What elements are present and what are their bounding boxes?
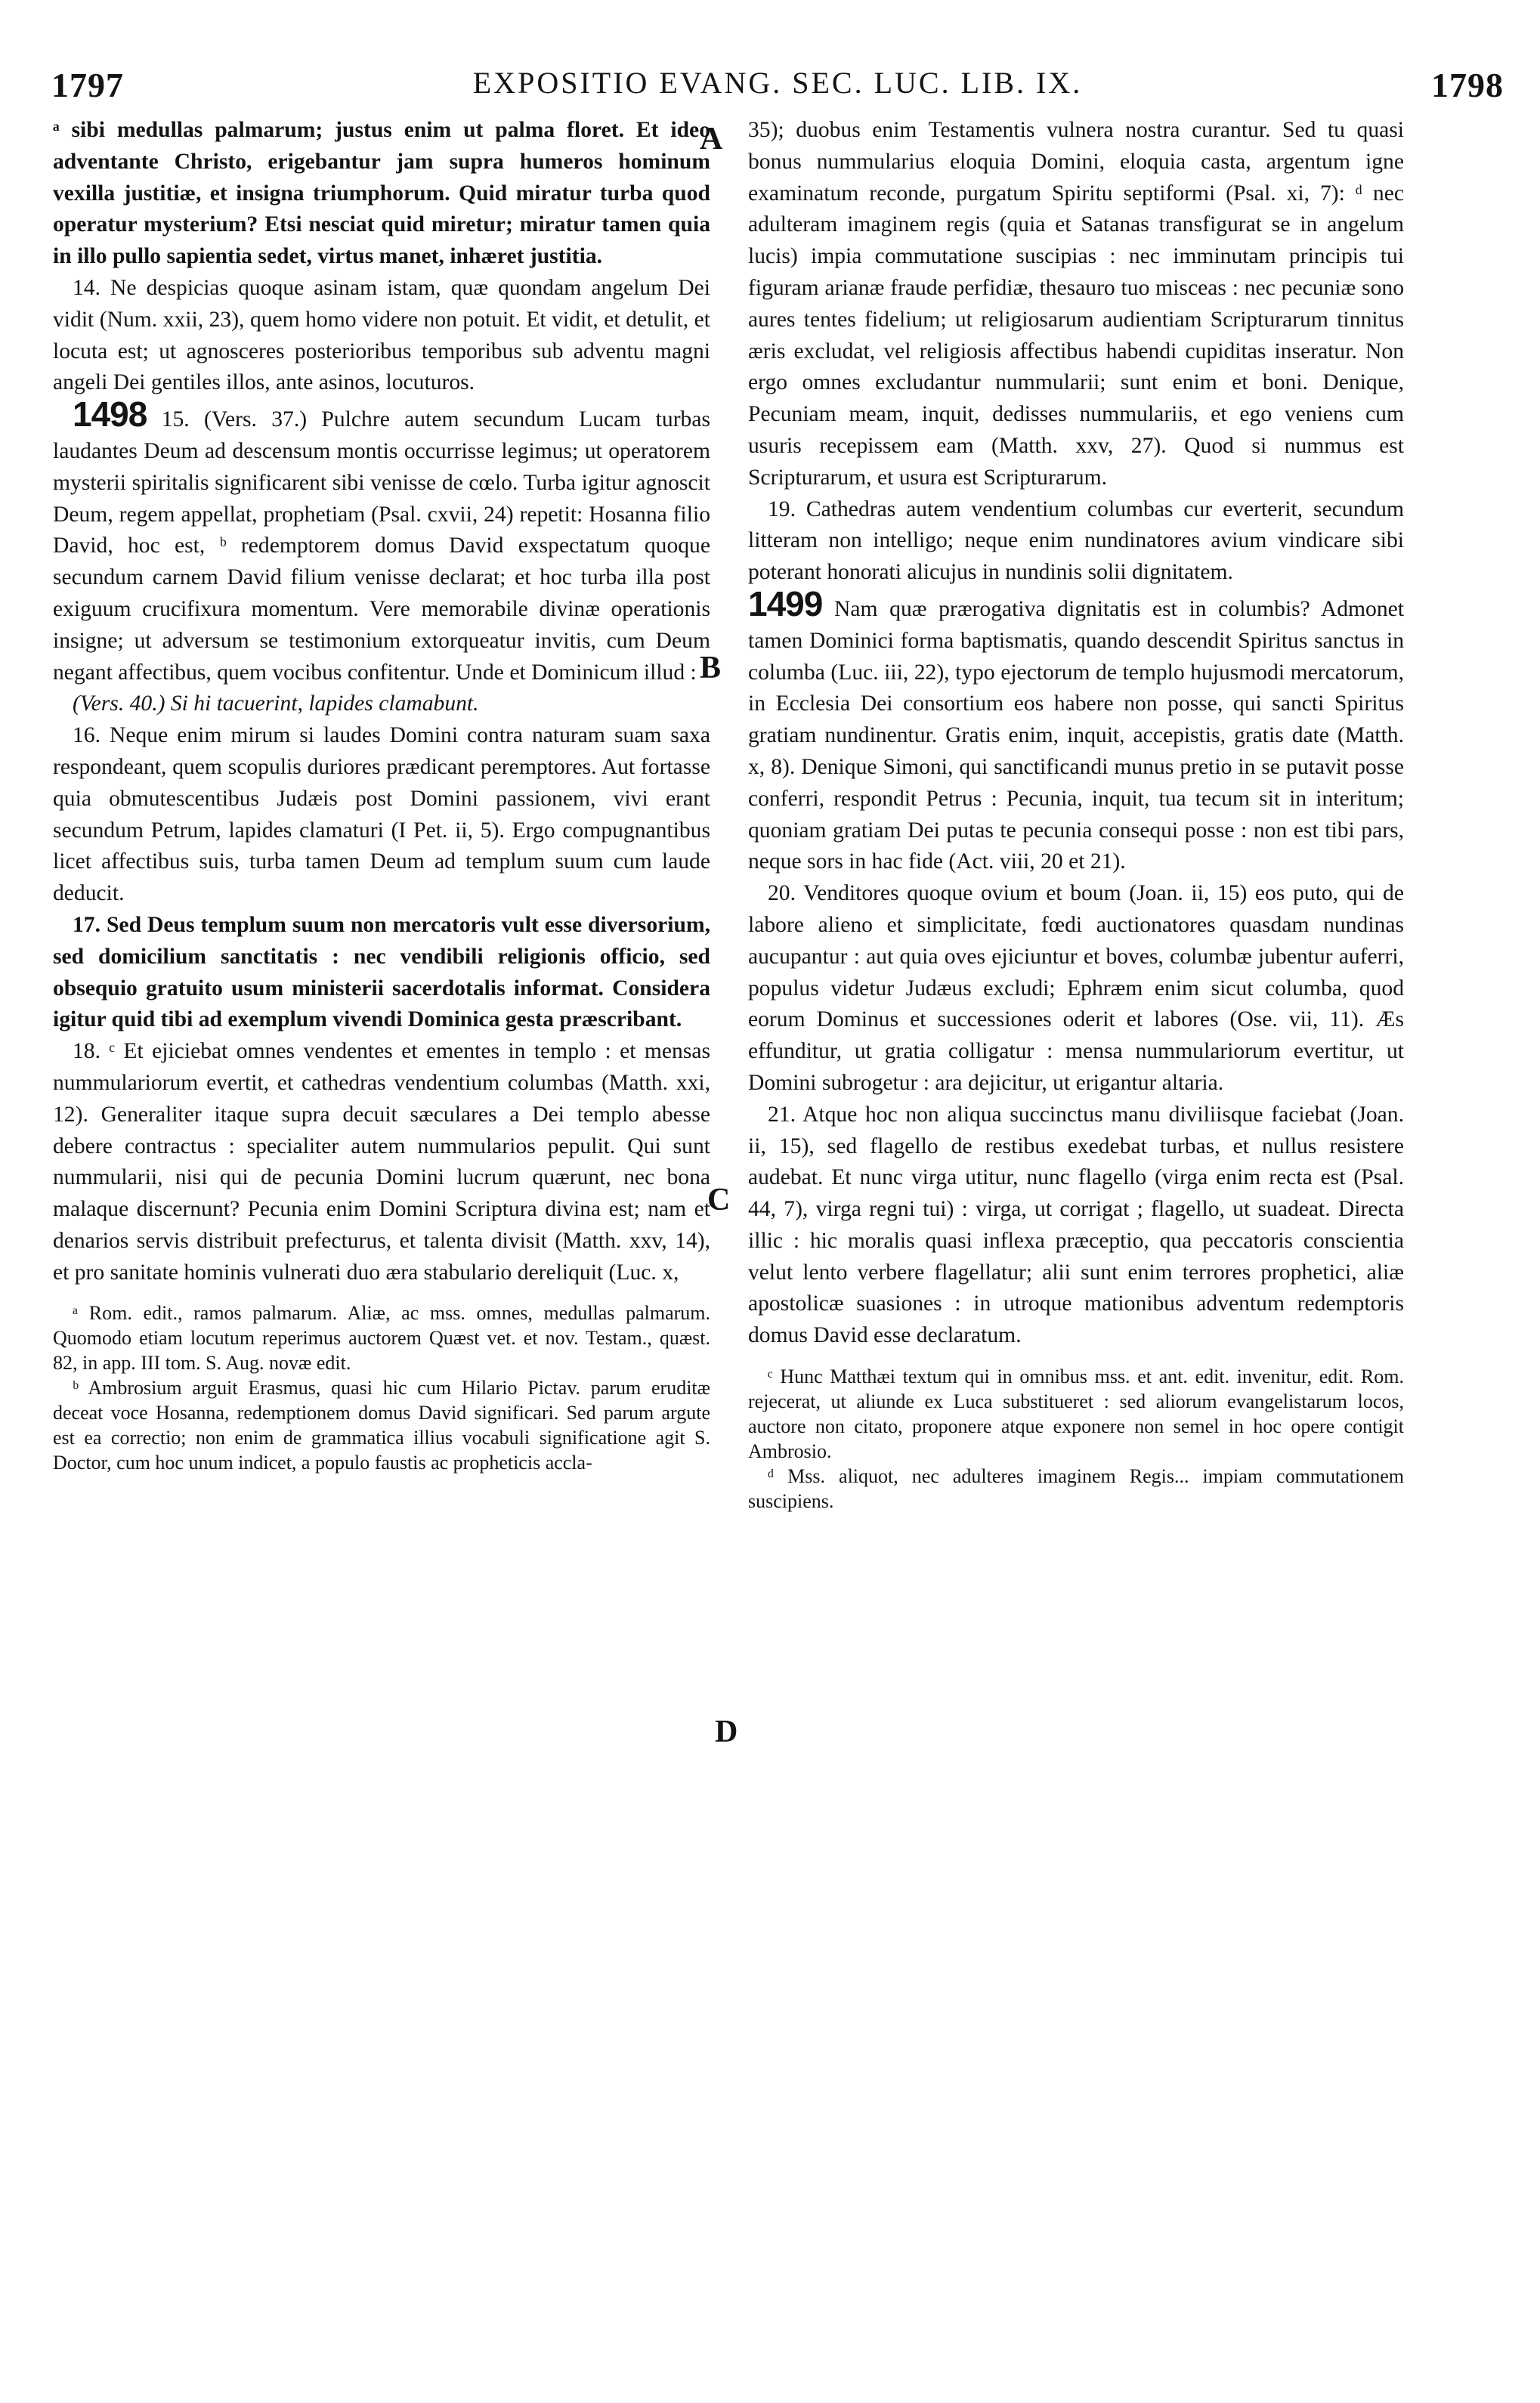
edition-column-number: 1499	[748, 583, 823, 623]
running-head	[51, 65, 1504, 110]
paragraph-19: 19. Cathedras autem vendentium columbas cur everterit, secundum litteram non intelligo; neque enim nundinatores avium vindicare sibi poterant honorati alicujus in nundinis solii dignitatem.	[748, 496, 1404, 585]
page-number-right: 1798	[1431, 66, 1504, 104]
paragraph-19-continued: Nam quæ prærogativa dignitatis est in columbis? Admonet tamen Dominici forma baptismatis, quando descendit Spiritus sanctus in columba (Luc. iii, 22), typo ejectorum de templo hujusmodi mercatorum, in Ecclesia Dei consortium eos habere non posse, qui sancti Spiritus gratiam nundinentur. Gratis enim, inquit, accepistis, gratis date (Matth. x, 8). Denique Simoni, qui sanctificandi munus pretio in se putavit posse conferri, respondit Petrus : Pecunia, inquit, tua tecum sit in interitum; quoniam gratiam Dei putas te pecunia consequi posse : non est tibi pars, neque sors in hac fide (Act. viii, 20 et 21).	[748, 596, 1404, 874]
margin-letter-c: C	[707, 1183, 731, 1217]
paragraph-16: 16. Neque enim mirum si laudes Domini contra naturam suam saxa respondeant, quem scopulis duriores prædicant peremptores. Aut fortasse quia obmutescentibus Judæis post Domini passionem, vivi erant secundum Petrum, lapides clamaturi (I Pet. ii, 5). Ergo compugnantibus licet affectibus suis, turba tamen Deum ad templum suum cum laude deducit.	[53, 723, 710, 906]
paragraph-18-continued: 35); duobus enim Testamentis vulnera nostra curantur. Sed tu quasi bonus nummularius eloquia Domini, eloquia casta, argentum igne examinatum reconde, purgatum Spiritu septiformi (Psal. xi, 7): ᵈ nec adulteram imaginem regis (quia et Satanas transfigurat se in angelum lucis) impia commutatione suscipias : nec imminutam principis tui figuram arianæ fraude perfidiæ, thesauro tuo misceas : nec pecuniæ sono aures tentes fidelium; ut religiosarum audientiam Scripturarum tinnitus æris excludat, vel religiosis affectibus habendi cupiditas inseratur. Non ergo omnes excludantur nummularii; sunt enim et boni. Denique, Pecuniam meam, inquit, dedisses nummulariis, et ego veniens cum usuris recepissem eam (Matth. xxv, 27). Quod si nummus est Scripturarum, et usura est Scripturarum.	[748, 118, 1404, 490]
paragraph-13-end: ᵃ sibi medullas palmarum; justus enim ut palma floret. Et ideo adventante Christo, erigebantur jam supra humeros hominum vexilla justitiæ, et insigna triumphorum. Quid miratur turba quod operatur mysterium? Etsi nesciat quid miretur; miratur tamen quia in illo pullo sapientia sedet, virtus manet, inhæret justitia.	[53, 118, 710, 269]
margin-letter-d: D	[715, 1715, 738, 1749]
paragraph-14: 14. Ne despicias quoque asinam istam, quæ quondam angelum Dei vidit (Num. xxii, 23), quem homo videre non potuit. Et vidit, et detulit, et locuta est; ut agnosceres posterioribus temporibus sub adventu magni angeli Dei gentiles illos, ante asinos, locuturos.	[53, 275, 710, 395]
page-number-left: 1797	[51, 66, 124, 104]
paragraph-21: 21. Atque hoc non aliqua succinctus manu diviliisque faciebat (Joan. ii, 15), sed flagello de restibus exedebat turbas, et nullus resistere audebat. Et nunc virga utitur, nunc flagello (virga enim recta est (Psal. 44, 7), virga regni tui) : virga, ut corrigat ; flagello, ut suadeat. Directa illic : hic moralis quasi inflexa præceptio, qua peccatoris conscientia velut lento verbere flagellatur; alii sunt enim terrores prophetici, aliæ apostolicæ suasiones : in utroque mationibus adventum redemptoris domus David esse declaratum.	[748, 1102, 1404, 1348]
footnote-a: ᵃ Rom. edit., ramos palmarum. Aliæ, ac mss. omnes, medullas palmarum. Quomodo etiam locutum reperimus auctorem Quæst vet. et nov. Testam., quæst. 82, in app. III tom. S. Aug. novæ edit.	[53, 1302, 710, 1375]
paragraph-17: 17. Sed Deus templum suum non mercatoris vult esse diversorium, sed domicilium sanctitatis : nec vendibili religionis officio, sed obsequio gratuito usum ministerii sacerdotalis informat. Considera igitur quid tibi ad exemplum vivendi Dominica gesta præscribant.	[53, 912, 710, 1032]
edition-column-number: 1498	[73, 394, 147, 435]
right-column	[748, 115, 1404, 1514]
left-column	[53, 115, 710, 1475]
footnotes-left	[53, 1300, 710, 1475]
running-title: EXPOSITIO EVANG. SEC. LUC. LIB. IX.	[472, 66, 1083, 100]
footnote-d: ᵈ Mss. aliquot, nec adulteres imaginem Regis... impiam commutationem suscipiens.	[748, 1465, 1404, 1513]
footnotes-right	[748, 1364, 1404, 1514]
verse-40: (Vers. 40.) Si hi tacuerint, lapides clamabunt.	[73, 691, 479, 716]
footnote-b: ᵇ Ambrosium arguit Erasmus, quasi hic cum Hilario Pictav. parum eruditæ deceat voce Hosanna, redemptionem domus David significari. Sed parum argute est ea correctio; non enim de grammatica illius vocabuli significatione agit S. Doctor, cum hoc unum indicet, a populo faustis ac propheticis accla-	[53, 1377, 710, 1474]
margin-letter-b: B	[700, 651, 722, 685]
paragraph-19-block	[748, 583, 1404, 878]
paragraph-15-block	[53, 394, 711, 688]
paragraph-18: 18. ᶜ Et ejiciebat omnes vendentes et ementes in templo : et mensas nummulariorum evertit, et cathedras vendentium columbas (Matth. xxi, 12). Generaliter itaque supra decuit sæculares a Dei templo abesse debere contractus : specialiter autem nummularios pepulit. Qui sunt nummularii, nisi qui de pecunia Domini lucrum quærunt, nec bona malaque discernunt? Pecunia enim Domini Scriptura divina est; nam et denarios servis distribuit prefecturus, et talenta divisit (Matth. xxv, 14), et pro sanitate hominis vulnerati duo æra stabulario dereliquit (Luc. x,	[53, 1039, 710, 1285]
paragraph-20: 20. Venditores quoque ovium et boum (Joan. ii, 15) eos puto, qui de labore alieno et simplicitate, fœdi auctionatores quasdam nundinas aucupantur : aut quia oves ejiciuntur et boves, columbæ jubentur auferri, populus videtur Judæus excludi; Ephræm enim sicut columba, quod eorum Dominus et successiones oderit et labores (Ose. vii, 11). Æs effunditur, ut gratia colligatur : mensa nummulariorum evertitur, ut Domini subrogetur : ara dejicitur, ut erigantur altaria.	[748, 881, 1404, 1095]
margin-letter-a: A	[700, 122, 723, 156]
footnote-c: ᶜ Hunc Matthæi textum qui in omnibus mss. et ant. edit. invenitur, edit. Rom. rejecerat, ut aliunde ex Luca substitueret : sed aliorum evangelistarum locos, auctore non citato, proponere atque exponere non semel in hoc opere contigit Ambrosio.	[748, 1365, 1404, 1463]
paragraph-15: 15. (Vers. 37.) Pulchre autem secundum Lucam turbas laudantes Deum ad descensum montis occurrisse legimus; ut operatorem mysterii spiritalis significarent sibi venisse de cœlo. Turba igitur agnoscit Deum, regem appellat, prophetiam (Psal. cxvii, 24) repetit: Hosanna filio David, hoc est, ᵇ redemptorem domus David exspectatum quoque secundum carnem David filium venisse declarat; et hoc turba illa post exiguum crucifixura momentum. Vere memorabile divinæ operationis insigne; ut adversum se testimonium extorqueatur invitis, cum Deum negant affectibus, quem vocibus confitentur. Unde et Dominicum illud :	[53, 407, 711, 685]
